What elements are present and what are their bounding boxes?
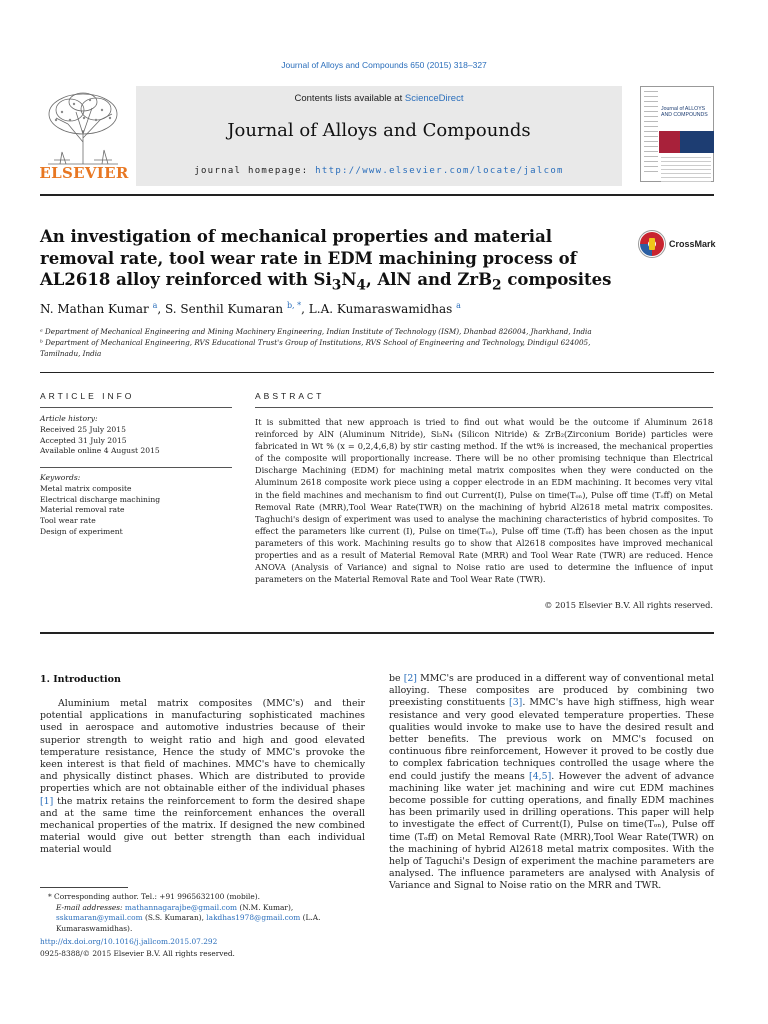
- cover-bottom-lines: [661, 157, 711, 185]
- keyword: Electrical discharge machining: [40, 494, 161, 504]
- cover-red-block: [659, 131, 680, 153]
- journal-homepage-line: [136, 166, 622, 176]
- email-addresses: E-mail addresses: mathannagarajbe@gmail.com (N.M. Kumar), sskumaran@ymail.com (S.S. Kumaran), lakdhas1978@gmail.com (L.A. Kumaraswamidhas).: [56, 902, 321, 933]
- affiliation-marker[interactable]: b, *: [286, 301, 302, 310]
- affiliation-marker[interactable]: a: [152, 301, 158, 310]
- keyword: Tool wear rate: [40, 516, 96, 526]
- author-name: N. Mathan Kumar: [40, 302, 149, 316]
- doi-link[interactable]: http://dx.doi.org/10.1016/j.jallcom.2015.07.292: [40, 937, 218, 946]
- header-divider: [40, 194, 714, 196]
- keywords-block: [40, 473, 232, 538]
- keywords-rule: [40, 467, 232, 468]
- homepage-prefix: journal homepage:: [194, 166, 316, 176]
- reference-link[interactable]: [4,5]: [529, 770, 552, 782]
- accepted-date: Accepted 31 July 2015: [40, 435, 127, 445]
- crossmark-icon: [637, 229, 667, 259]
- sciencedirect-link[interactable]: ScienceDirect: [404, 93, 464, 104]
- homepage-link[interactable]: http://www.elsevier.com/locate/jalcom: [315, 166, 564, 176]
- keyword: Design of experiment: [40, 526, 123, 536]
- affiliation-divider: [40, 372, 714, 373]
- author-name: L.A. Kumaraswamidhas: [308, 302, 453, 316]
- crossmark-badge[interactable]: [637, 229, 717, 259]
- corresponding-author: * Corresponding author. Tel.: +91 9965632100 (mobile).: [48, 892, 261, 901]
- article-info-heading: ARTICLE INFO: [40, 391, 135, 401]
- email-link[interactable]: lakdhas1978@gmail.com: [206, 913, 301, 923]
- footnote-rule: [40, 887, 128, 888]
- journal-title: Journal of Alloys and Compounds: [227, 120, 531, 141]
- reference-link[interactable]: [3]: [509, 697, 523, 709]
- cover-blue-block: [680, 131, 714, 153]
- history-label: Article history:: [40, 414, 98, 423]
- keyword: Material removal rate: [40, 505, 125, 515]
- abstract-rule: [255, 407, 713, 408]
- introduction-left-column: Aluminium metal matrix composites (MMC's) and their potential applications in manufacturing sophisticated machines used in aerospace and automotive industries because of their superior strength to weight ratio and high and good elevated temperature resistance, Hence the study of MMC's provoke the keen interest is that field of machines. MMC's have to chemically and physically distinct phases. Which are distributed to provide properties which are not obtainable either of the individual phases [1] the matrix retains the reinforcement to form the desired shape and at the same time the reinforcement enhances the overall mechanical properties of the matrix. If designed the new combined material would give out better strength than each individual material would: [40, 698, 365, 856]
- contents-available-line: [136, 93, 622, 104]
- author-name: S. Senthil Kumaran: [165, 302, 284, 316]
- received-date: Received 25 July 2015: [40, 424, 126, 434]
- cover-title: Journal of ALLOYS AND COMPOUNDS: [661, 106, 708, 118]
- online-date: Available online 4 August 2015: [40, 446, 160, 456]
- elsevier-wordmark: ELSEVIER: [39, 164, 129, 182]
- abstract-text: It is submitted that new approach is tried to find out what would be the outcome if Aluminum 2618 reinforced by AlN (Aluminum Nitride), Si₃N₄ (Silicon Nitride) & ZrB₂(Zirconium Boride) particles were fabricated in Wt % (x = 0,2,4,6,8) by stir casting method. If the wt% is increased, the mechanical properties of the composite will proportionally increase. There will be no other promising technique than Electrical Discharge Machining (EDM) for machining metal matrix composites when they were conducted on the Aluminum 2618 composite work piece using a copper electrode in an EDM machining. It becomes very vital in the field machines and mechanism to find out Current(I), Pulse on time(Tₒₙ), Pulse off time (Tₒff) on Metal Removal Rate (MRR),Tool Wear Rate(TWR) on the machining of hybrid Al2618 metal matrix composites. Taghuchi's design of experiment was used to analyse the machining characteristics of hybrid composites. To effect the parameters like current (I), Pulse on time(Tₒₙ), Pulse off time (Tₒff) has been chosen as the input parameters of this work. Machining results go to show that Al2618 composites have improved mechanical properties and as a result of Material Removal Rate (MRR) and Tool Wear Rate (TWR) are reduced. Hence ANOVA (Analysis of Variance) and signal to Noise ratio are used to determine the influence of input parameters on the Material Removal Rate and Tool Wear Rate (TWR).: [255, 417, 713, 585]
- reference-link[interactable]: [1]: [40, 795, 54, 807]
- cover-side-lines: [644, 91, 658, 179]
- issn-line: 0925-8388/© 2015 Elsevier B.V. All rights reserved.: [40, 949, 235, 958]
- journal-citation-link[interactable]: Journal of Alloys and Compounds 650 (2015) 318–327: [281, 60, 487, 70]
- article-title: An investigation of mechanical properties and material removal rate, tool wear rate in EDM machining process of AL2618 alloy reinforced with $Si_3N_4$, AlN and ZrB$_2$ composites: [40, 227, 612, 294]
- reference-link[interactable]: [2]: [403, 673, 417, 684]
- email-link[interactable]: sskumaran@ymail.com: [56, 913, 143, 923]
- affiliation-b: ᵇ Department of Mechanical Engineering, RVS Educational Trust's Group of Institutions, RVS School of Engineering and Technology, Dindigul 624005, Tamilnadu, India: [40, 338, 591, 358]
- email-link[interactable]: mathannagarajbe@gmail.com: [124, 902, 238, 912]
- introduction-heading: 1. Introduction: [40, 674, 121, 685]
- article-info-rule: [40, 407, 232, 408]
- abstract-heading: ABSTRACT: [255, 391, 325, 401]
- keyword: Metal matrix composite: [40, 483, 132, 493]
- abstract-divider: [40, 632, 714, 634]
- copyright-notice: © 2015 Elsevier B.V. All rights reserved.: [544, 600, 713, 610]
- contents-prefix: Contents lists available at: [294, 93, 405, 104]
- crossmark-label: CrossMark: [669, 239, 716, 249]
- affiliation-marker[interactable]: a: [456, 301, 461, 310]
- article-history: [40, 414, 232, 457]
- author-list: N. Mathan Kumar $^a$, S. Senthil Kumaran $^{b, *}$, L.A. Kumaraswamidhas $^a$: [40, 301, 461, 316]
- affiliation-a: ᵃ Department of Mechanical Engineering and Mining Machinery Engineering, Indian Institute of Technology (ISM), Dhanbad 826004, Jharkhand, India: [40, 327, 592, 336]
- introduction-right-column: be [2] MMC's are produced in a different way of conventional metal alloying. These composites are produced by combining two preexisting constituents [3]. MMC's have high stiffness, high wear resistance and very good elevated temperature properties. These qualities would invoke to make use to have the desired result and better benefits. The previous work on MMC's focused on continuous fibre reinforcement, However it proved to be costly due to complex fabrication techniques controlled the usage where the end could justify the means [4,5]. However the advent of advance machining like water jet machining and wire cut EDM machines become possible for cutting operations, and finally EDM machines has been primarily used in drilling operations. This paper will help to investigate the effect of Current(I), Pulse on time(Tₒₙ), Pulse off time (Tₒff) on Metal Removal Rate (MRR),Tool Wear Rate(TWR) on the machining of hybrid Al2618 metal matrix composites. With the help of Taguchi's Design of experiment the machine parameters are analysed. The influence parameters are analysed with Analysis of Variance and Signal to Noise ratio on the MRR and TWR.: [389, 673, 715, 892]
- corresponding-author-footnote: [40, 892, 365, 934]
- keywords-label: Keywords:: [40, 473, 81, 482]
- journal-cover-thumbnail[interactable]: [640, 86, 714, 182]
